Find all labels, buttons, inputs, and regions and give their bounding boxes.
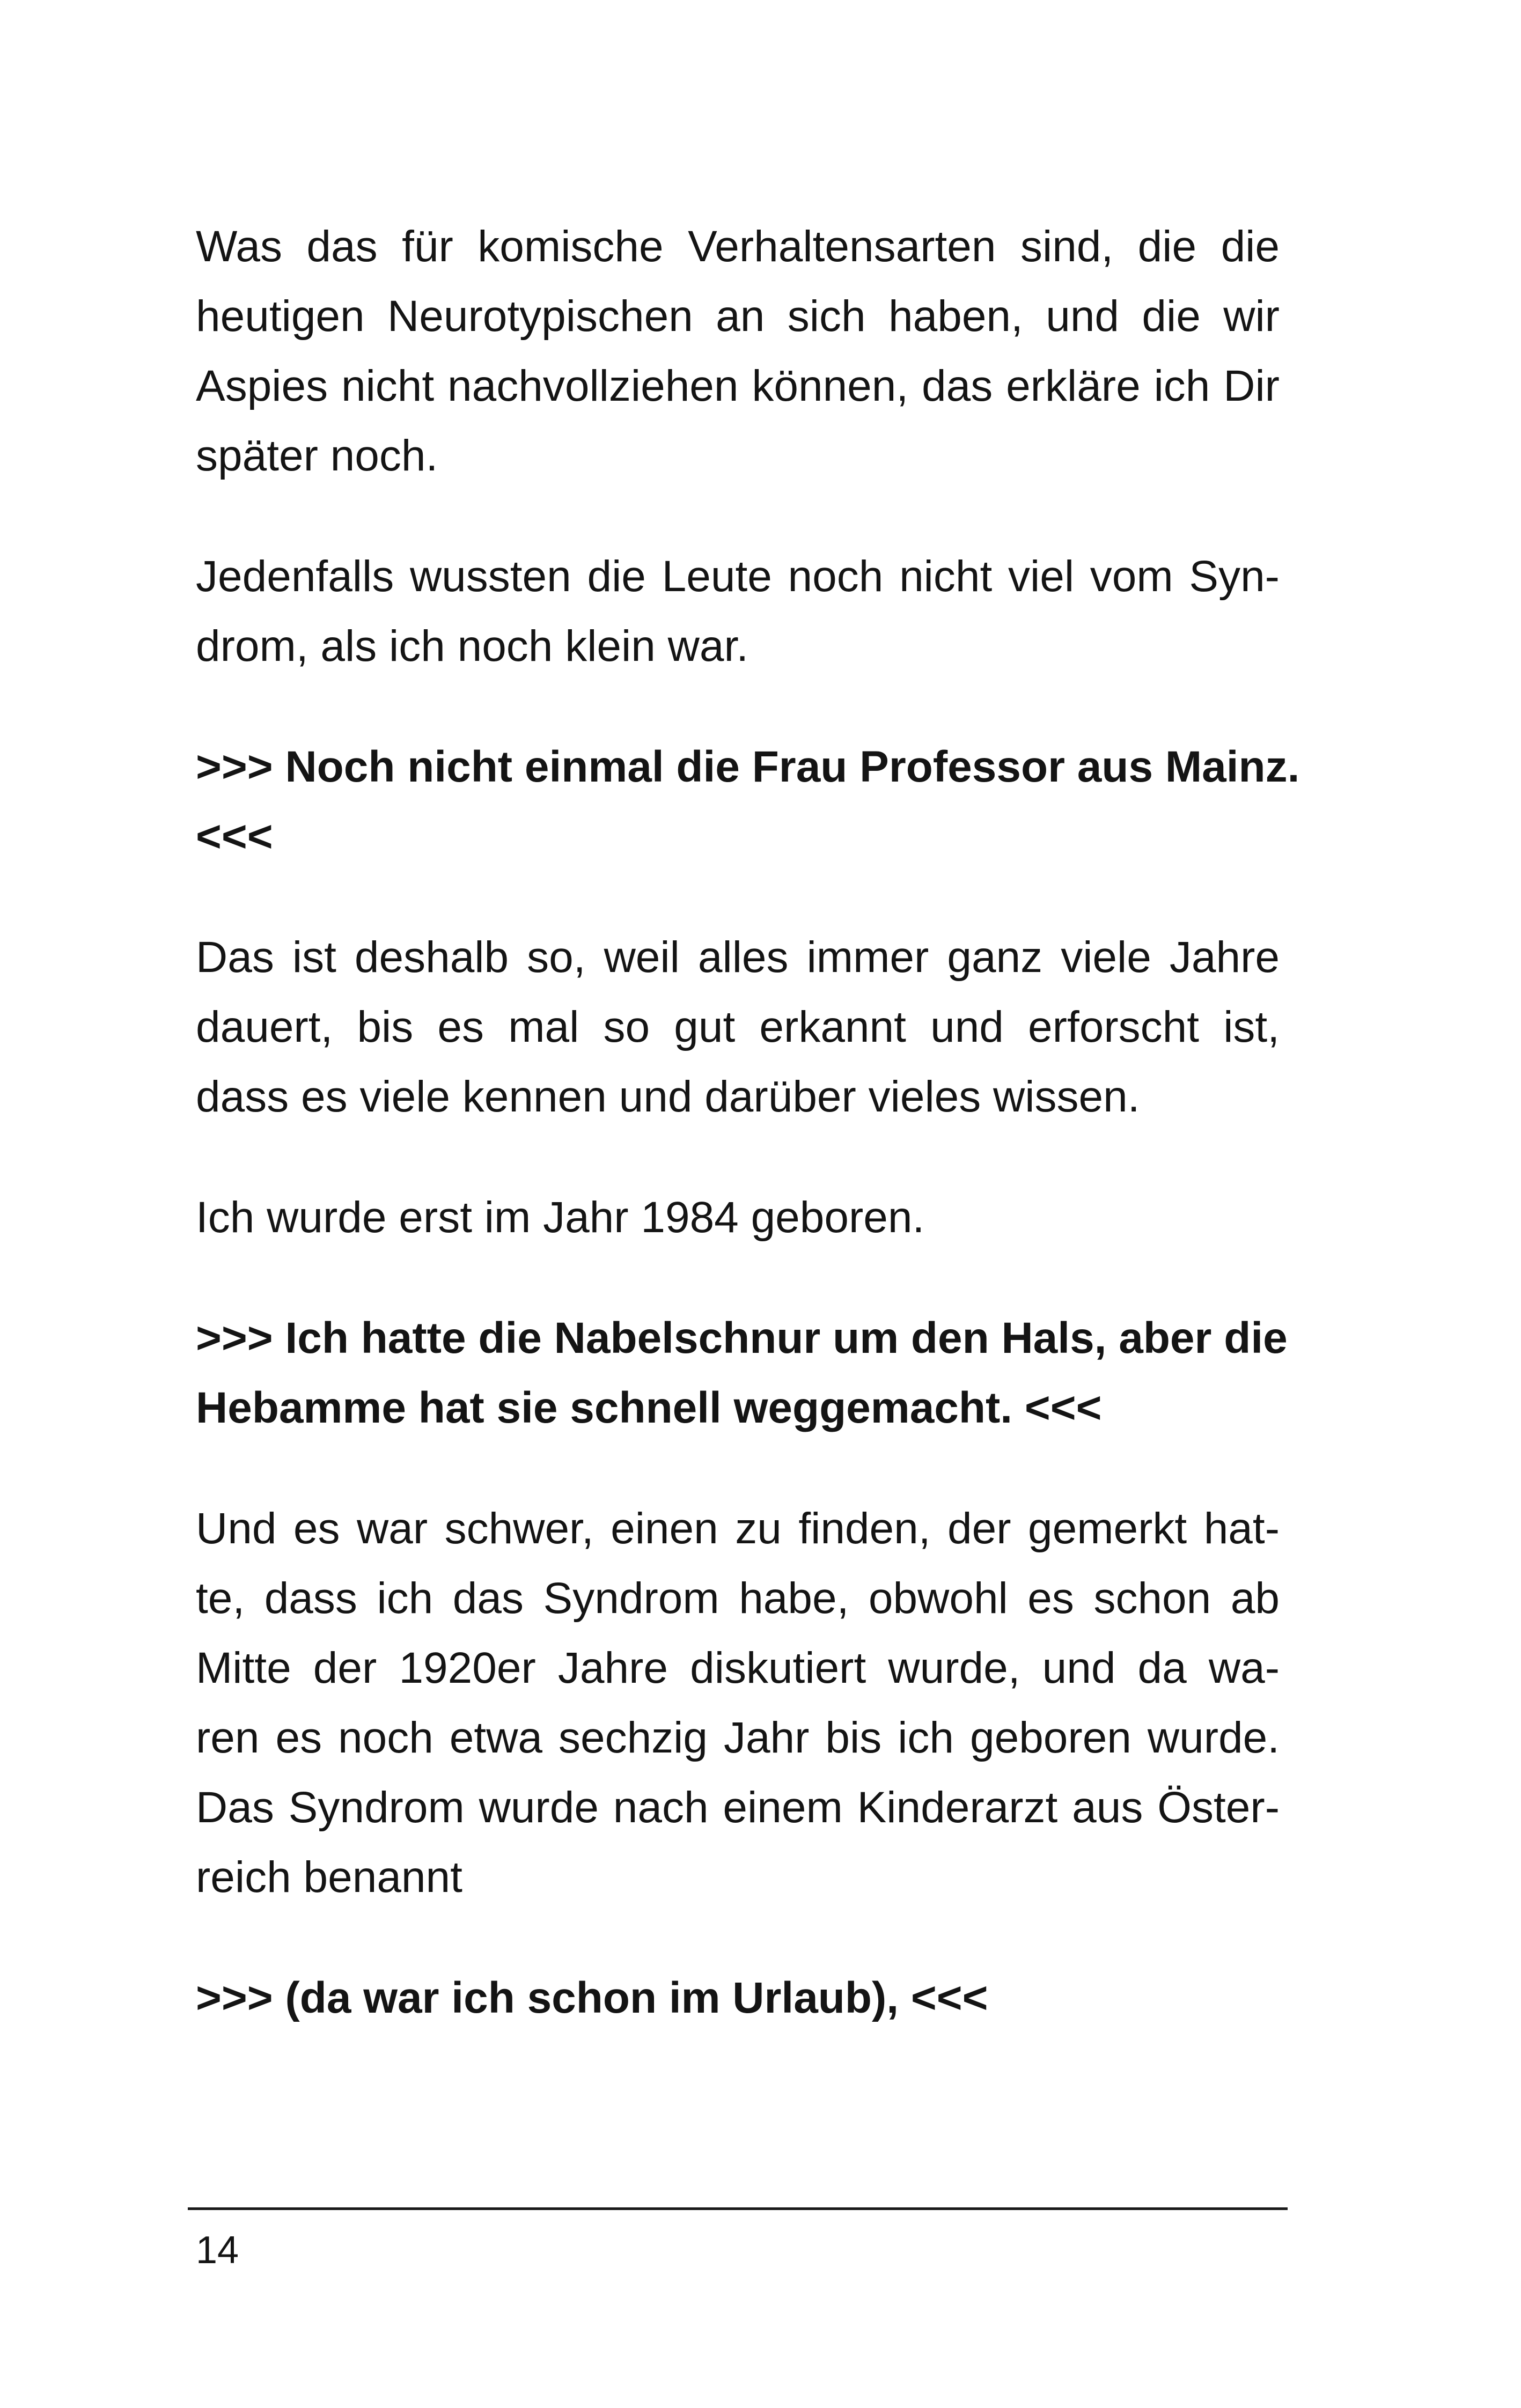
paragraph-syndrome-knowledge <box>196 542 1280 681</box>
text-line: Was das für komische Verhaltensarten sind, die die <box>196 222 1280 271</box>
text-line: >>> Noch nicht einmal die Frau Professor aus Mainz. <box>196 742 1300 791</box>
paragraph-neurotypical-behaviors <box>196 212 1280 491</box>
text-line: dass es viele kennen und darüber vieles wissen. <box>196 1072 1140 1121</box>
text-line: Das Syndrom wurde nach einem Kinderarzt aus Öster- <box>196 1783 1280 1832</box>
page-body <box>196 212 1300 2084</box>
footer-divider <box>188 2207 1288 2210</box>
text-line: Und es war schwer, einen zu finden, der gemerkt hat- <box>196 1504 1280 1553</box>
text-line: >>> Ich hatte die Nabelschnur um den Hals, aber die <box>196 1314 1288 1363</box>
paragraph-birth-year <box>196 1183 1280 1253</box>
quote-professor-mainz <box>196 732 1300 872</box>
text-line: Jedenfalls wussten die Leute noch nicht viel vom Syn- <box>196 552 1280 601</box>
text-line: Ich wurde erst im Jahr 1984 geboren. <box>196 1193 925 1242</box>
text-line: heutigen Neurotypischen an sich haben, und die wir <box>196 292 1280 341</box>
text-line: später noch. <box>196 431 438 480</box>
text-line: drom, als ich noch klein war. <box>196 622 749 671</box>
text-line: Hebamme hat sie schnell weggemacht. <<< <box>196 1383 1102 1432</box>
quote-vacation <box>196 1963 1280 2033</box>
text-line: <<< <box>196 812 273 861</box>
text-line: Mitte der 1920er Jahre diskutiert wurde, und da wa- <box>196 1644 1280 1692</box>
text-line: dauert, bis es mal so gut erkannt und erforscht ist, <box>196 1003 1280 1051</box>
quote-umbilical-cord <box>196 1304 1288 1443</box>
text-line: reich benannt <box>196 1853 462 1902</box>
paragraph-diagnosis-history <box>196 1494 1280 1912</box>
text-line: te, dass ich das Syndrom habe, obwohl es schon ab <box>196 1574 1280 1623</box>
page-number: 14 <box>196 2229 239 2272</box>
text-line: Aspies nicht nachvollziehen können, das erkläre ich Dir <box>196 362 1280 410</box>
paragraph-research-years <box>196 923 1280 1132</box>
text-line: >>> (da war ich schon im Urlaub), <<< <box>196 1973 988 2022</box>
text-line: ren es noch etwa sechzig Jahr bis ich geboren wurde. <box>196 1713 1280 1762</box>
text-line: Das ist deshalb so, weil alles immer ganz viele Jahre <box>196 933 1280 982</box>
